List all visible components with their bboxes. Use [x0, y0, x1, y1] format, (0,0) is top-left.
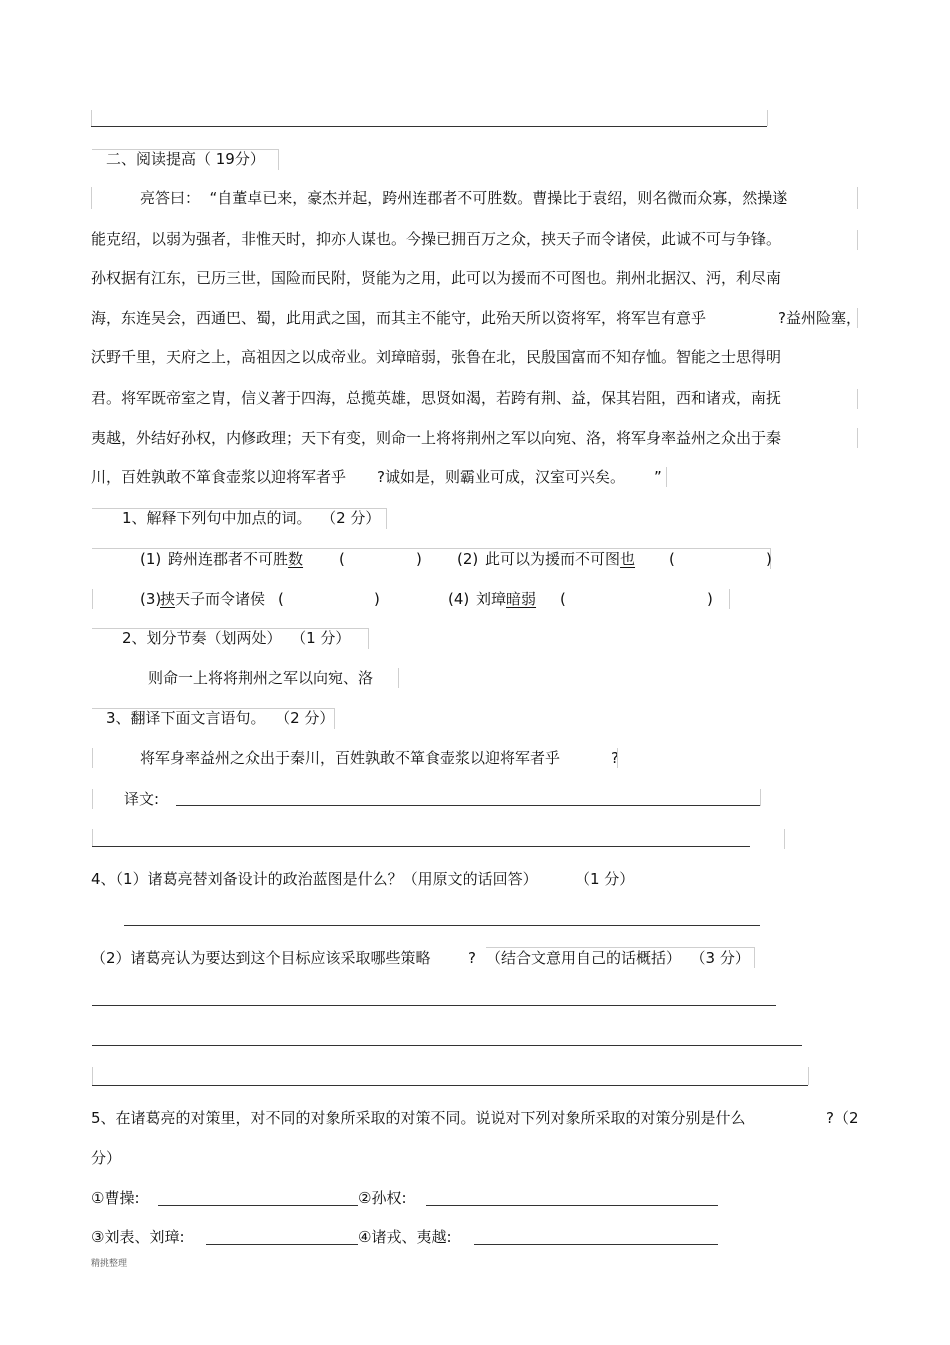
q1-item4-text — [476, 589, 536, 609]
q3-answer-line-2[interactable] — [92, 846, 750, 847]
q4-answer-guide — [92, 1067, 93, 1085]
passage-line-5: 沃野千里，天府之上，高祖因之以成帝业。刘璋暗弱，张鲁在北，民殷国富而不知存恤。智能之士思得明 — [91, 348, 782, 366]
q3-answer-guide — [784, 829, 785, 849]
q1-row2-guide — [729, 589, 730, 609]
q4-part2-question-mark: ? — [468, 949, 476, 967]
q1-item1-num: (1) — [140, 550, 162, 568]
q5-tail-2: 分） — [91, 1149, 122, 1167]
q2-title: 2、划分节奏（划两处） （1 分） — [122, 629, 351, 647]
passage-line-1: 亮答曰： “自董卓已来，豪杰并起，跨州连郡者不可胜数。曹操比于袁绍，则名微而众寡，然操遂 — [140, 189, 788, 207]
q5-item-cao-cao: ①曹操: — [91, 1189, 140, 1207]
passage-close-quote: ” — [654, 468, 662, 486]
q1-item1-text — [168, 549, 303, 569]
q5-answer-line-sun-quan[interactable] — [426, 1205, 718, 1206]
top-rule-tick — [767, 110, 768, 126]
passage-guide — [91, 187, 92, 209]
passage-line-8-mid: ?诚如是，则霸业可成，汉室可兴矣。 — [377, 468, 625, 486]
passage-guide — [857, 187, 858, 209]
q1-item4-paren-open: ( — [560, 590, 566, 608]
q4-answer-line-2[interactable] — [92, 1005, 776, 1006]
passage-guide — [857, 389, 858, 409]
q4-part2: （2）诸葛亮认为要达到这个目标应该采取哪些策略 — [91, 949, 431, 967]
q1-item4-pre: 刘璋 — [476, 590, 507, 608]
passage-line-2: 能克绍，以弱为强者，非惟天时，抑亦人谋也。今操已拥百万之众，挟天子而令诸侯，此诚不可与争锋。 — [91, 230, 782, 248]
q3-title: 3、翻译下面文言语句。 （2 分） — [106, 709, 335, 727]
q5-answer-line-liu[interactable] — [206, 1244, 358, 1245]
q3-answer-guide — [92, 829, 93, 846]
passage-line-8: 川，百姓孰敢不箪食壶浆以迎将军者乎 — [91, 468, 347, 486]
q5-answer-line-cao-cao[interactable] — [158, 1205, 358, 1206]
q4-answer-line-3[interactable] — [92, 1045, 802, 1046]
q1-item2-text — [485, 549, 635, 569]
footer-note: 精挑整理 — [91, 1259, 128, 1269]
q1-item3-paren-open: ( — [278, 590, 284, 608]
q1-title: 1、解释下列句中加点的词。 （2 分） — [122, 509, 381, 527]
q3-answer-label: 译文: — [124, 790, 160, 808]
passage-line-3: 孙权据有江东，已历三世，国险而民附，贤能为之用，此可以为援而不可图也。荆州北据汉、沔，利尽南 — [91, 269, 782, 287]
q1-item3-paren-close: ) — [374, 590, 380, 608]
q5-item-liu-biao-liu-zhang: ③刘表、刘璋: — [91, 1228, 185, 1246]
q3-answer-guide — [92, 789, 93, 809]
q1-item2-paren-open: ( — [669, 550, 675, 568]
q1-item4-num: (4) — [448, 590, 470, 608]
q5-tail: ?（2 — [826, 1109, 859, 1127]
passage-line-6: 君。将军既帝室之胄，信义著于四海，总揽英雄，思贤如渴，若跨有荆、益，保其岩阻，西和诸戎，南抚 — [91, 389, 782, 407]
passage-guide — [857, 230, 858, 250]
q1-item1-paren-close: ) — [416, 550, 422, 568]
passage-guide — [857, 428, 858, 448]
q1-item4-paren-close: ) — [707, 590, 713, 608]
passage-guide — [666, 467, 667, 487]
passage-line-4-tail: ?益州险塞， — [778, 309, 861, 327]
q1-item2-num: (2) — [457, 550, 479, 568]
q1-item1-marked-word: 数 — [288, 550, 304, 568]
q3-sentence-guide — [92, 748, 93, 768]
q4-part1: 4、（1）诸葛亮替刘备设计的政治蓝图是什么？（用原文的话回答） — [91, 870, 538, 888]
q1-item2-marked-word: 也 — [620, 550, 636, 568]
q3-sentence-guide — [617, 748, 618, 768]
q1-item2-paren-close: ) — [766, 550, 772, 568]
q4-part1-score: （1 分） — [575, 870, 635, 888]
q3-answer-line-1[interactable] — [176, 805, 760, 806]
q3-sentence: 将军身率益州之众出于秦川，百姓孰敢不箪食壶浆以迎将军者乎 — [140, 749, 561, 767]
q1-item3-num: (3) — [140, 590, 162, 608]
q4-answer-line-1[interactable] — [124, 925, 760, 926]
q1-item2-pre: 此可以为援而不可图 — [485, 550, 621, 568]
passage-line-7: 夷越，外结好孙权，内修政理；天下有变，则命一上将将荆州之军以向宛、洛，将军身率益州之众出于秦 — [91, 429, 782, 447]
passage-line-4: 海，东连吴会，西通巴、蜀，此用武之国，而其主不能守，此殆天所以资将军，将军岂有意乎 — [91, 309, 707, 327]
q5-text: 5、在诸葛亮的对策里，对不同的对象所采取的对策不同。说说对下列对象所采取的对策分别是什么 — [91, 1109, 746, 1127]
q2-sentence: 则命一上将将荆州之军以向宛、洛 — [148, 669, 374, 687]
q1-item3-marked-word: 挟 — [160, 590, 176, 608]
top-rule — [91, 126, 767, 127]
q4-part2-tail: （结合文意用自己的话概括） （3 分） — [486, 949, 750, 967]
top-rule-tick-left — [91, 110, 92, 126]
q5-item-zhu-rong-yi-yue: ④诸戎、夷越: — [358, 1228, 452, 1246]
q1-item4-marked-word: 暗弱 — [506, 590, 537, 608]
q4-answer-line-4[interactable] — [92, 1085, 808, 1086]
q1-item1-pre: 跨州连郡者不可胜 — [168, 550, 289, 568]
q2-sentence-guide — [398, 668, 399, 688]
q5-answer-line-rong-yue[interactable] — [474, 1244, 718, 1245]
q3-question-mark: ? — [611, 749, 619, 767]
q1-item3-text — [160, 589, 265, 609]
section-title: 二、阅读提高（ 19分） — [106, 150, 265, 168]
q5-item-sun-quan: ②孙权: — [358, 1189, 407, 1207]
q3-answer-guide — [760, 789, 761, 806]
q4-answer-guide — [808, 1067, 809, 1085]
q1-item1-paren-open: ( — [339, 550, 345, 568]
q1-item3-post: 天子而令诸侯 — [175, 590, 266, 608]
q1-row2-guide — [92, 589, 93, 609]
